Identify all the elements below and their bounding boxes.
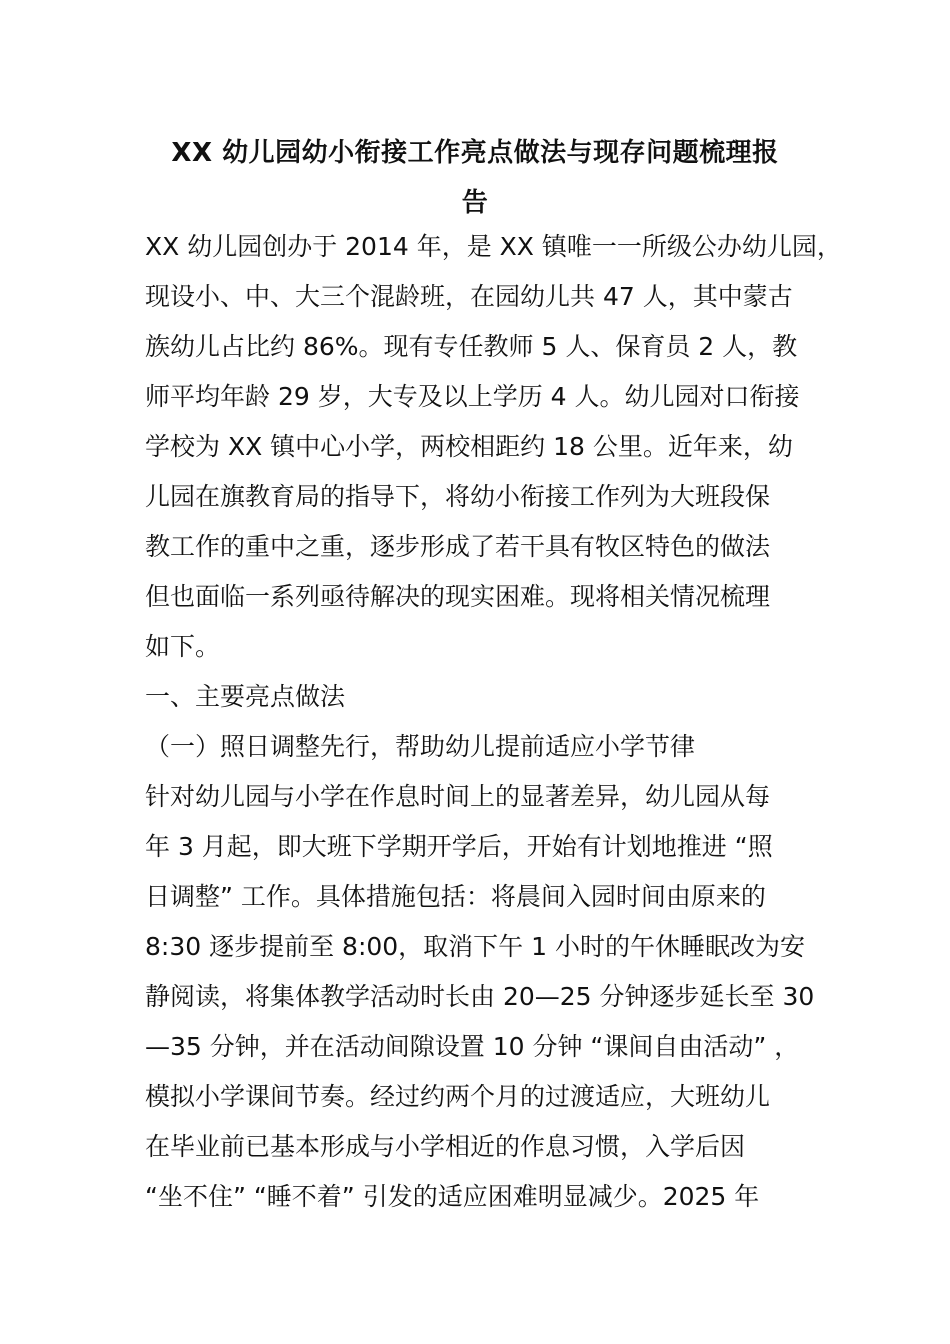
- intro-line-3: 族幼儿占比约 86%。现有专任教师 5 人、保育员 2 人，教: [145, 332, 798, 361]
- intro-line-7: 教工作的重中之重，逐步形成了若干具有牧区特色的做法: [145, 532, 771, 561]
- intro-line-1: XX 幼儿园创办于 2014 年，是 XX 镇唯一一所级公办幼儿园，: [145, 232, 842, 261]
- paragraph-line-7: 模拟小学课间节奏。经过约两个月的过渡适应，大班幼儿: [145, 1082, 771, 1111]
- paragraph-line-9: “坐不住” “睡不着” 引发的适应困难明显减少。2025 年: [145, 1182, 760, 1211]
- section-heading-1: 一、主要亮点做法: [145, 682, 346, 711]
- intro-line-5: 学校为 XX 镇中心小学，两校相距约 18 公里。近年来，幼: [145, 432, 793, 461]
- title-line-2: 告: [461, 188, 489, 218]
- intro-line-4: 师平均年龄 29 岁，大专及以上学历 4 人。幼儿园对口衔接: [145, 382, 800, 411]
- intro-line-9: 如下。: [145, 632, 221, 661]
- intro-line-6: 儿园在旗教育局的指导下，将幼小衔接工作列为大班段保: [145, 482, 771, 511]
- paragraph-line-5: 静阅读，将集体教学活动时长由 20—25 分钟逐步延长至 30: [145, 982, 815, 1011]
- document-body: [145, 222, 845, 1222]
- subsection-heading-1: （一）照日调整先行，帮助幼儿提前适应小学节律: [145, 732, 696, 761]
- paragraph-line-8: 在毕业前已基本形成与小学相近的作息习惯，入学后因: [145, 1132, 746, 1161]
- paragraph-line-3: 日调整” 工作。具体措施包括：将晨间入园时间由原来的: [145, 882, 766, 911]
- paragraph-line-2: 年 3 月起，即大班下学期开学后，开始有计划地推进 “照: [145, 832, 773, 861]
- paragraph-line-4: 8:30 逐步提前至 8:00，取消下午 1 小时的午休睡眠改为安: [145, 932, 805, 961]
- paragraph-line-6: —35 分钟，并在活动间隙设置 10 分钟 “课间自由活动” ，: [145, 1032, 800, 1061]
- title-line-1: XX 幼儿园幼小衔接工作亮点做法与现存问题梳理报: [171, 138, 779, 168]
- document-title: [120, 128, 830, 228]
- intro-line-8: 但也面临一系列亟待解决的现实困难。现将相关情况梳理: [145, 582, 771, 611]
- paragraph-line-1: 针对幼儿园与小学在作息时间上的显著差异，幼儿园从每: [145, 782, 771, 811]
- intro-line-2: 现设小、中、大三个混龄班，在园幼儿共 47 人，其中蒙古: [145, 282, 793, 311]
